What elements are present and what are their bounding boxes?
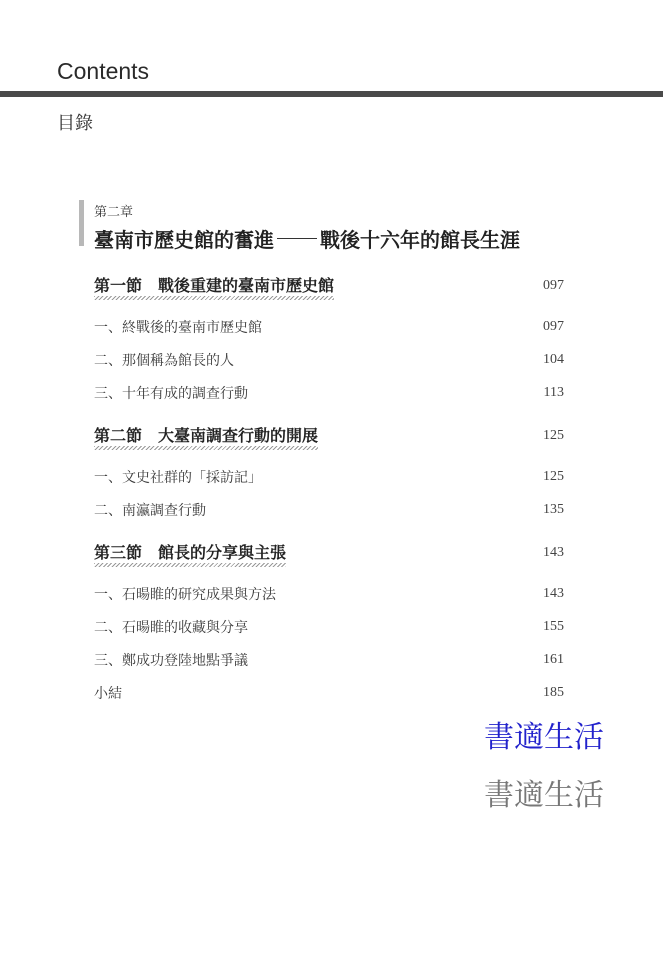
toc-entry-label: 第二節 大臺南調查行動的開展 [94, 423, 318, 450]
toc-page-number: 161 [543, 652, 564, 667]
toc-entry-label: 小結 [94, 686, 122, 702]
toc-page-number: 104 [543, 352, 564, 367]
toc-entry-label: 二、那個稱為館長的人 [94, 353, 234, 369]
chapter-accent-bar [79, 200, 84, 246]
chapter-label: 第二章 [94, 205, 134, 220]
toc-item[interactable] [94, 317, 564, 337]
toc-item[interactable] [94, 617, 564, 637]
contents-heading: Contents [57, 58, 150, 84]
toc-page-number: 113 [543, 385, 564, 400]
toc-item[interactable] [94, 467, 564, 487]
contents-subheading: 目錄 [57, 113, 93, 134]
toc-entry-label: 二、南瀛調查行動 [94, 503, 206, 519]
toc-entry-label: 三、鄭成功登陸地點爭議 [94, 653, 248, 669]
toc-page-number: 125 [543, 428, 564, 443]
watermark-blue: 書適生活 [484, 720, 604, 755]
toc-section-1[interactable] [94, 276, 564, 296]
toc-item[interactable] [94, 584, 564, 604]
toc-page-number: 097 [543, 278, 564, 293]
toc-section-2[interactable] [94, 426, 564, 446]
chapter-title-sub: 戰後十六年的館長生涯 [320, 228, 520, 252]
toc-item[interactable] [94, 650, 564, 670]
toc-section-3[interactable] [94, 543, 564, 563]
toc-page-number: 143 [543, 586, 564, 601]
toc-item[interactable] [94, 383, 564, 403]
toc-page-number: 097 [543, 319, 564, 334]
toc-entry-label: 第一節 戰後重建的臺南市歷史館 [94, 273, 334, 300]
toc-page-number: 155 [543, 619, 564, 634]
toc-entry-label: 三、十年有成的調查行動 [94, 386, 248, 402]
toc-page-number: 143 [543, 545, 564, 560]
toc-page-number: 185 [543, 685, 564, 700]
header-divider [0, 91, 663, 97]
toc-entry-label: 第三節 館長的分享與主張 [94, 540, 286, 567]
toc-entry-label: 一、石暘睢的研究成果與方法 [94, 587, 276, 603]
toc-item[interactable] [94, 683, 564, 703]
toc-entry-label: 一、文史社群的「採訪記」 [94, 470, 262, 486]
toc-item[interactable] [94, 500, 564, 520]
watermark-gray: 書適生活 [484, 778, 604, 813]
toc-page-number: 135 [543, 502, 564, 517]
chapter-title [94, 224, 520, 253]
chapter-title-main: 臺南市歷史館的奮進 [94, 228, 274, 252]
toc-page-number: 125 [543, 469, 564, 484]
toc-item[interactable] [94, 350, 564, 370]
chapter-title-dash [277, 238, 317, 239]
toc-entry-label: 一、終戰後的臺南市歷史館 [94, 320, 262, 336]
toc-entry-label: 二、石暘睢的收藏與分享 [94, 620, 248, 636]
